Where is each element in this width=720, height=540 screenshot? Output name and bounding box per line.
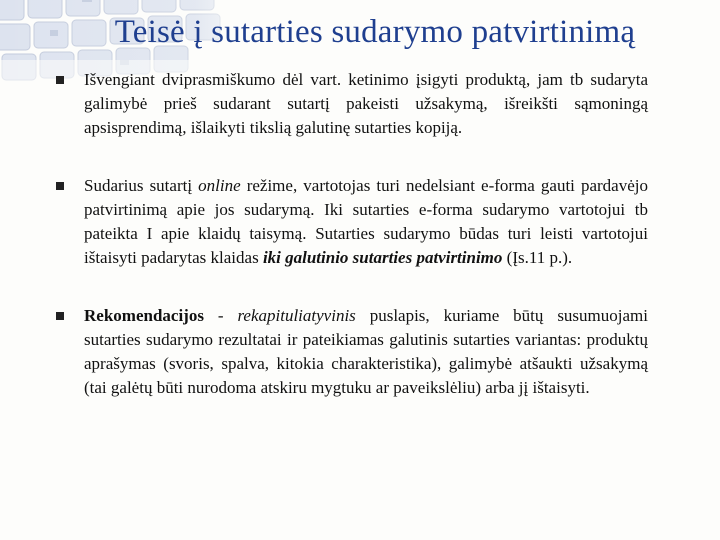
bullet-list (54, 68, 648, 434)
bullet-1-text: Išvengiant dviprasmiškumo dėl vart. ketinimo įsigyti produktą, jam tb sudaryta galimybė prieš sudarant sutartį pakeisti užsakymą, išreikšti sąmoningą apsisprendimą, išlaikyti tikslią galutinę sutarties kopiją. (84, 70, 648, 137)
bullet-2-text-c: (Įs.11 p.). (502, 248, 573, 267)
bullet-2-text-a: Sudarius sutartį (84, 176, 199, 195)
bullet-3-dash: - (203, 306, 238, 325)
bullet-3-heading: Rekomendacijos (84, 306, 204, 325)
bullet-2-online-italic: online (198, 176, 241, 195)
bullet-item-2 (54, 174, 648, 270)
bullet-2-emphasis: iki galutinio sutarties patvirtinimo (262, 248, 503, 267)
bullet-3-italic: rekapituliatyvinis (237, 306, 356, 325)
bullet-square-icon (56, 312, 64, 320)
bullet-item-3 (54, 304, 648, 400)
bullet-square-icon (56, 182, 64, 190)
bullet-3-text: puslapis, kuriame būtų susumuojami sutarties sudarymo rezultatai ir pateikiamas galutinis sutarties variantas: produktų aprašymas (svoris, spalva, kitokia charakteristika), galimybė atšaukti užsakymą (tai galėtų būti nurodoma atskiru mygtuku ar paveikslėliu) arba jį ištaisyti. (84, 306, 648, 397)
bullet-item-1 (54, 68, 648, 140)
bullet-2-text-b: režime, vartotojas turi nedelsiant e-forma gauti pardavėjo patvirtinimą apie jos sudarymą. Iki sutarties e-forma sudarymo vartotojui tb pateikta I apie klaidų taisymą. Sutarties sudarymo būdas turi leisti vartotojui ištaisyti padarytas klaidas (84, 176, 648, 267)
slide-title: Teisė į sutarties sudarymo patvirtinimą (114, 14, 636, 50)
bullet-square-icon (56, 76, 64, 84)
